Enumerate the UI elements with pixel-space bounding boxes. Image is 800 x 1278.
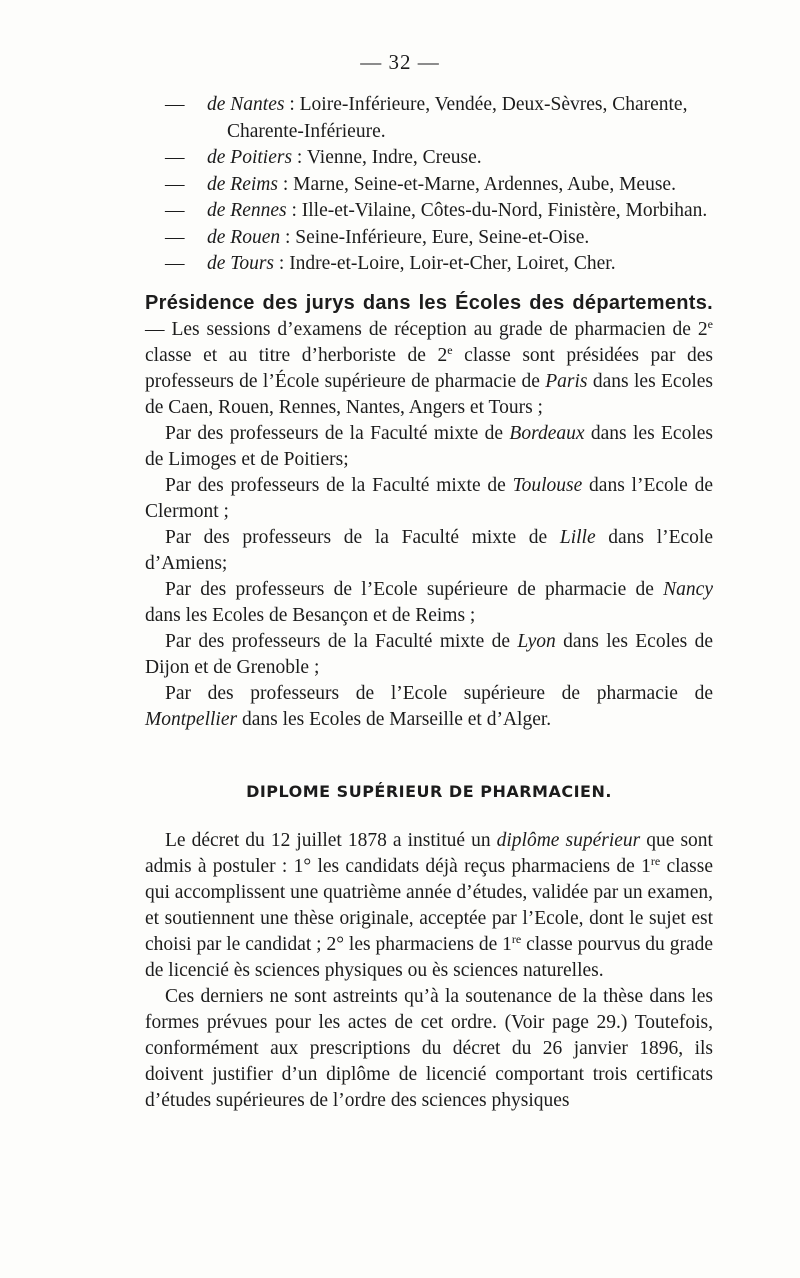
departments: Marne, Seine-et-Marne, Ardennes, Aube, Meuse. <box>293 173 676 195</box>
page-number: — 32 — <box>360 50 440 74</box>
departments: Ille-et-Vilaine, Côtes-du-Nord, Finistère, Morbihan. <box>301 200 708 221</box>
school-city: de Tours <box>207 253 275 274</box>
list-item: — de Nantes : Loire-Inférieure, Vendée, Deux-Sèvres, Charente, Charente-Inférieure. <box>165 92 713 145</box>
paragraph: Le décret du 12 juillet 1878 a institué un diplôme supérieur que sont admis à postuler : 1° les candidats déjà reçus pharmaciens de 1re classe qui accomplissent une quatrième année d’études, validée par un examen, et soutiennent une thèse originale, acceptée par l’Ecole, dont le sujet est choisi par le candidat ; 2° les pharmaciens de 1re classe pourvus du grade de licencié ès sciences physiques ou ès sciences naturelles. <box>145 830 714 981</box>
paragraph: Par des professeurs de la Faculté mixte de Bordeaux dans les Ecoles de Limoges et de Poitiers; <box>145 423 713 470</box>
departments: Vienne, Indre, Creuse. <box>306 147 482 168</box>
list-item: — de Reims : Marne, Seine-et-Marne, Ardennes, Aube, Meuse. <box>165 172 713 199</box>
paragraph: Par des professeurs de l’Ecole supérieure de pharmacie de Nancy dans les Ecoles de Besançon et de Reims ; <box>145 579 713 626</box>
paragraph: Par des professeurs de l’Ecole supérieure de pharmacie de Montpellier dans les Ecoles de Marseille et d’Alger. <box>145 683 713 730</box>
diplome-section <box>145 828 713 1114</box>
paragraph: Présidence des jurys dans les Écoles des départements. — Les sessions d’examens de réception au grade de pharmacien de 2e classe et au titre d’herboriste de 2e classe sont présidées par des professeurs de l’École supérieure de pharmacie de Paris dans les Ecoles de Caen, Rouen, Rennes, Nantes, Angers et Tours ; <box>145 292 714 418</box>
dash: — <box>165 147 185 168</box>
schools-list <box>165 92 713 278</box>
paragraph: Par des professeurs de la Faculté mixte de Lille dans l’Ecole d’Amiens; <box>145 527 713 574</box>
section-heading: Présidence des jurys dans les Écoles des départements. <box>145 292 713 314</box>
list-item: — de Rouen : Seine-Inférieure, Eure, Seine-et-Oise. <box>165 225 713 252</box>
section-title: DIPLOME SUPÉRIEUR DE PHARMACIEN. <box>246 782 612 801</box>
list-item: — de Tours : Indre-et-Loire, Loir-et-Cher, Loiret, Cher. <box>165 251 713 278</box>
dash: — <box>165 226 185 248</box>
paragraph: Par des professeurs de la Faculté mixte de Lyon dans les Ecoles de Dijon et de Grenoble ; <box>145 631 714 678</box>
school-city: de Nantes <box>207 94 285 115</box>
list-item: — de Rennes : Ille-et-Vilaine, Côtes-du-Nord, Finistère, Morbihan. <box>165 198 713 225</box>
paragraph: Ces derniers ne sont astreints qu’à la soutenance de la thèse dans les formes prévues pour les actes de cet ordre. (Voir page 29.) Toutefois, conformément aux prescriptions du décret du 26 janvier 1896, ils doivent justifier d’un diplôme de licencié comportant trois certificats d’études supérieures de l’ordre des sciences physiques <box>145 986 713 1111</box>
school-city: de Rennes <box>207 200 287 221</box>
paragraph: Par des professeurs de la Faculté mixte de Toulouse dans l’Ecole de Clermont ; <box>145 475 714 522</box>
departments: Indre-et-Loire, Loir-et-Cher, Loiret, Cher. <box>289 253 616 274</box>
departments: Loire-Inférieure, Vendée, Deux-Sèvres, Charente, <box>299 94 688 115</box>
dash: — <box>165 253 185 274</box>
dash: — <box>165 94 185 115</box>
dash: — <box>165 200 185 221</box>
departments: Seine-Inférieure, Eure, Seine-et-Oise. <box>295 226 590 248</box>
school-city: de Poitiers <box>207 147 293 168</box>
departments-continued: Charente-Inférieure. <box>227 120 386 142</box>
school-city: de Rouen <box>207 226 281 248</box>
presidence-section <box>145 290 713 733</box>
school-city: de Reims <box>207 173 278 195</box>
list-item: — de Poitiers : Vienne, Indre, Creuse. <box>165 145 713 172</box>
dash: — <box>165 173 185 195</box>
